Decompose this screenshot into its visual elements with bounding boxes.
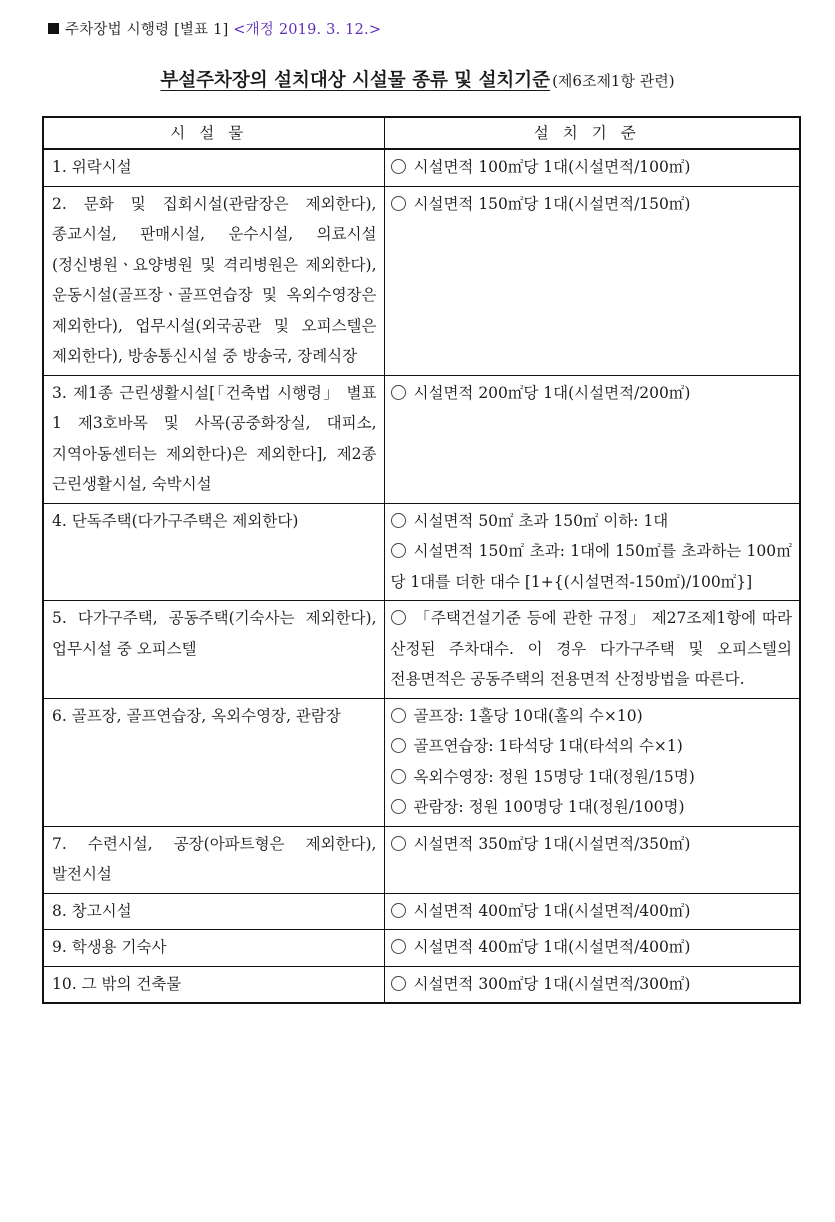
circle-bullet-icon bbox=[391, 836, 406, 851]
title-main: 부설주차장의 설치대상 시설물 종류 및 설치기준 bbox=[160, 70, 551, 91]
facility-cell: 7. 수련시설, 공장(아파트형은 제외한다), 발전시설 bbox=[43, 826, 384, 893]
table-row bbox=[43, 375, 800, 503]
circle-bullet-icon bbox=[391, 610, 406, 625]
criteria-item bbox=[391, 932, 793, 963]
facility-cell: 6. 골프장, 골프연습장, 옥외수영장, 관람장 bbox=[43, 698, 384, 826]
table-row bbox=[43, 186, 800, 375]
criteria-text: 시설면적 50㎡ 초과 150㎡ 이하: 1대 bbox=[413, 511, 669, 530]
circle-bullet-icon bbox=[391, 385, 406, 400]
table-header-row bbox=[43, 117, 800, 149]
facility-cell: 10. 그 밖의 건축물 bbox=[43, 966, 384, 1003]
criteria-cell bbox=[384, 893, 800, 930]
table-row bbox=[43, 893, 800, 930]
criteria-cell bbox=[384, 375, 800, 503]
facility-cell: 8. 창고시설 bbox=[43, 893, 384, 930]
document-title bbox=[0, 66, 835, 92]
table-row bbox=[43, 698, 800, 826]
table-row bbox=[43, 601, 800, 699]
criteria-item bbox=[391, 792, 793, 823]
criteria-item bbox=[391, 506, 793, 537]
criteria-text: 시설면적 300㎡당 1대(시설면적/300㎡) bbox=[413, 974, 691, 993]
parking-criteria-table bbox=[42, 116, 801, 1004]
criteria-cell bbox=[384, 186, 800, 375]
criteria-text: 관람장: 정원 100명당 1대(정원/100명) bbox=[413, 798, 685, 816]
criteria-text: 시설면적 400㎡당 1대(시설면적/400㎡) bbox=[413, 901, 691, 920]
criteria-item bbox=[391, 536, 793, 597]
criteria-text: 시설면적 150㎡당 1대(시설면적/150㎡) bbox=[413, 194, 691, 213]
circle-bullet-icon bbox=[391, 513, 406, 528]
criteria-cell bbox=[384, 826, 800, 893]
facility-cell: 2. 문화 및 집회시설(관람장은 제외한다), 종교시설, 판매시설, 운수시설, 의료시설(정신병원ㆍ요양병원 및 격리병원은 제외한다), 운동시설(골프장ㆍ골프연습장 및 옥외수영장은 제외한다), 업무시설(외국공관 및 오피스텔은 제외한다), 방송통신시설 중 방송국, 장례식장 bbox=[43, 186, 384, 375]
criteria-text: 시설면적 150㎡ 초과: 1대에 150㎡를 초과하는 100㎡당 1대를 더한 대수 [1+{(시설면적-150㎡)/100㎡}] bbox=[390, 542, 792, 591]
amendment-date: <개정 2019. 3. 12.> bbox=[233, 22, 382, 38]
criteria-text: 시설면적 200㎡당 1대(시설면적/200㎡) bbox=[413, 383, 691, 402]
annex-label: 주차장법 시행령 [별표 1] bbox=[65, 22, 229, 38]
criteria-item bbox=[391, 701, 793, 732]
criteria-item bbox=[391, 152, 793, 183]
criteria-text: 옥외수영장: 정원 15명당 1대(정원/15명) bbox=[413, 767, 695, 786]
circle-bullet-icon bbox=[391, 939, 406, 954]
criteria-cell bbox=[384, 930, 800, 967]
criteria-cell bbox=[384, 698, 800, 826]
criteria-cell bbox=[384, 149, 800, 186]
column-header-facility: 시설물 bbox=[43, 117, 384, 149]
title-sub: (제6조제1항 관련) bbox=[552, 72, 675, 90]
criteria-text: 골프연습장: 1타석당 1대(타석의 수×1) bbox=[413, 737, 683, 755]
criteria-text: 시설면적 400㎡당 1대(시설면적/400㎡) bbox=[413, 938, 691, 956]
criteria-item bbox=[391, 896, 793, 927]
document-reference bbox=[48, 18, 381, 39]
circle-bullet-icon bbox=[391, 159, 406, 174]
circle-bullet-icon bbox=[391, 976, 406, 991]
table-row bbox=[43, 966, 800, 1003]
criteria-text: 골프장: 1홀당 10대(홀의 수×10) bbox=[413, 706, 643, 725]
criteria-item bbox=[391, 189, 793, 220]
circle-bullet-icon bbox=[391, 799, 406, 814]
table-row bbox=[43, 930, 800, 967]
square-bullet-icon bbox=[48, 23, 59, 34]
criteria-item bbox=[391, 829, 793, 860]
criteria-cell bbox=[384, 966, 800, 1003]
circle-bullet-icon bbox=[391, 738, 406, 753]
criteria-cell bbox=[384, 503, 800, 601]
criteria-text: 시설면적 100㎡당 1대(시설면적/100㎡) bbox=[413, 158, 691, 176]
table-row bbox=[43, 503, 800, 601]
facility-cell: 1. 위락시설 bbox=[43, 149, 384, 186]
criteria-item bbox=[391, 378, 793, 409]
facility-cell: 3. 제1종 근린생활시설[「건축법 시행령」 별표 1 제3호바목 및 사목(공중화장실, 대피소, 지역아동센터는 제외한다)은 제외한다], 제2종 근린생활시설, 숙박시설 bbox=[43, 375, 384, 503]
criteria-item bbox=[391, 969, 793, 1000]
table-row bbox=[43, 826, 800, 893]
criteria-item bbox=[391, 731, 793, 762]
circle-bullet-icon bbox=[391, 196, 406, 211]
circle-bullet-icon bbox=[391, 708, 406, 723]
criteria-item bbox=[391, 762, 793, 793]
column-header-criteria: 설치기준 bbox=[384, 117, 800, 149]
criteria-cell bbox=[384, 601, 800, 699]
criteria-text: 시설면적 350㎡당 1대(시설면적/350㎡) bbox=[413, 834, 691, 853]
circle-bullet-icon bbox=[391, 543, 406, 558]
circle-bullet-icon bbox=[391, 769, 406, 784]
criteria-text: 「주택건설기준 등에 관한 규정」 제27조제1항에 따라 산정된 주차대수. 이 경우 다가구주택 및 오피스텔의 전용면적은 공동주택의 전용면적 산정방법을 따른다. bbox=[390, 609, 792, 688]
circle-bullet-icon bbox=[391, 903, 406, 918]
criteria-item bbox=[391, 603, 793, 695]
facility-cell: 4. 단독주택(다가구주택은 제외한다) bbox=[43, 503, 384, 601]
table-row bbox=[43, 149, 800, 186]
facility-cell: 9. 학생용 기숙사 bbox=[43, 930, 384, 967]
facility-cell: 5. 다가구주택, 공동주택(기숙사는 제외한다), 업무시설 중 오피스텔 bbox=[43, 601, 384, 699]
